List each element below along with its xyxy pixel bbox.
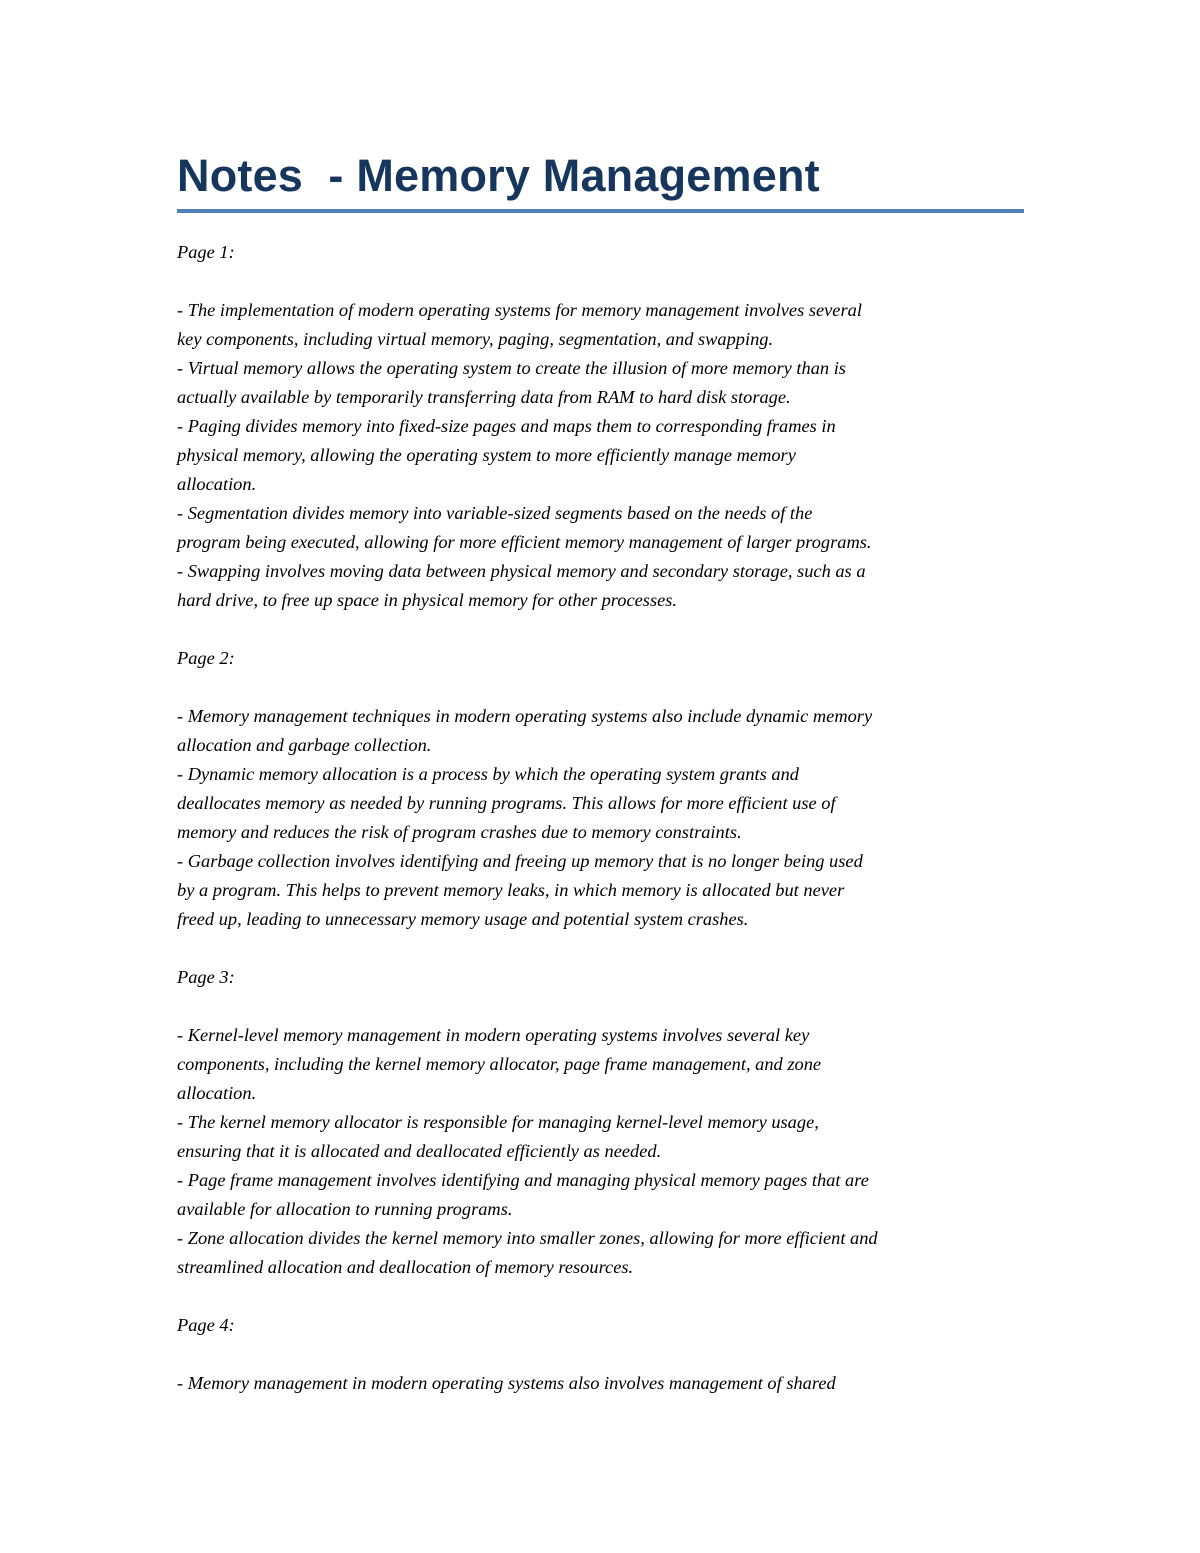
- text-line: memory and reduces the risk of program crashes due to memory constraints.: [177, 822, 742, 842]
- section-heading: Page 1:: [177, 242, 235, 262]
- bullet-paragraph: [177, 1166, 1024, 1224]
- bullet-paragraph: [177, 296, 1024, 354]
- section-spacer: [177, 1340, 1024, 1369]
- text-line: deallocates memory as needed by running programs. This allows for more efficient use of: [177, 793, 836, 813]
- bullet-paragraph: [177, 1369, 1024, 1398]
- section-spacer: [177, 1282, 1024, 1311]
- bullet-paragraph: [177, 702, 1024, 760]
- bullet-paragraph: [177, 1224, 1024, 1282]
- document-page: [177, 148, 1024, 1398]
- text-line: key components, including virtual memory, paging, segmentation, and swapping.: [177, 329, 774, 349]
- text-line: by a program. This helps to prevent memory leaks, in which memory is allocated but never: [177, 880, 845, 900]
- text-line: - Memory management techniques in modern operating systems also include dynamic memory: [177, 706, 873, 726]
- text-line: - Kernel-level memory management in modern operating systems involves several key: [177, 1025, 810, 1045]
- text-line: - Garbage collection involves identifying and freeing up memory that is no longer being used: [177, 851, 863, 871]
- section-spacer: [177, 267, 1024, 296]
- text-line: - Page frame management involves identifying and managing physical memory pages that are: [177, 1170, 869, 1190]
- text-line: - Paging divides memory into fixed-size pages and maps them to corresponding frames in: [177, 416, 836, 436]
- bullet-paragraph: [177, 412, 1024, 499]
- text-line: physical memory, allowing the operating system to more efficiently manage memory: [177, 445, 796, 465]
- text-line: hard drive, to free up space in physical memory for other processes.: [177, 590, 678, 610]
- text-line: allocation.: [177, 474, 257, 494]
- text-line: allocation.: [177, 1083, 257, 1103]
- text-line: - Swapping involves moving data between physical memory and secondary storage, such as a: [177, 561, 866, 581]
- section-spacer: [177, 615, 1024, 644]
- section-spacer: [177, 992, 1024, 1021]
- text-line: available for allocation to running programs.: [177, 1199, 513, 1219]
- text-line: - Virtual memory allows the operating system to create the illusion of more memory than is: [177, 358, 846, 378]
- text-line: - Dynamic memory allocation is a process by which the operating system grants and: [177, 764, 799, 784]
- text-line: allocation and garbage collection.: [177, 735, 432, 755]
- section-heading: Page 4:: [177, 1315, 235, 1335]
- bullet-paragraph: [177, 354, 1024, 412]
- text-line: - Zone allocation divides the kernel memory into smaller zones, allowing for more efficient and: [177, 1228, 878, 1248]
- text-line: - The implementation of modern operating systems for memory management involves several: [177, 300, 862, 320]
- section-heading: Page 2:: [177, 648, 235, 668]
- text-line: actually available by temporarily transferring data from RAM to hard disk storage.: [177, 387, 791, 407]
- text-line: streamlined allocation and deallocation of memory resources.: [177, 1257, 634, 1277]
- text-line: - Memory management in modern operating systems also involves management of shared: [177, 1373, 836, 1393]
- section-heading: Page 3:: [177, 967, 235, 987]
- document-body: [177, 238, 1024, 1398]
- bullet-paragraph: [177, 847, 1024, 934]
- text-line: ensuring that it is allocated and deallocated efficiently as needed.: [177, 1141, 662, 1161]
- text-line: components, including the kernel memory allocator, page frame management, and zone: [177, 1054, 822, 1074]
- title-underline: [177, 209, 1024, 213]
- bullet-paragraph: [177, 1021, 1024, 1108]
- document-title: Notes - Memory Management: [177, 150, 820, 201]
- text-line: - The kernel memory allocator is responsible for managing kernel-level memory usage,: [177, 1112, 819, 1132]
- section-spacer: [177, 673, 1024, 702]
- bullet-paragraph: [177, 557, 1024, 615]
- bullet-paragraph: [177, 499, 1024, 557]
- text-line: freed up, leading to unnecessary memory usage and potential system crashes.: [177, 909, 749, 929]
- bullet-paragraph: [177, 760, 1024, 847]
- text-line: program being executed, allowing for more efficient memory management of larger programs.: [177, 532, 872, 552]
- section-spacer: [177, 934, 1024, 963]
- text-line: - Segmentation divides memory into variable-sized segments based on the needs of the: [177, 503, 813, 523]
- bullet-paragraph: [177, 1108, 1024, 1166]
